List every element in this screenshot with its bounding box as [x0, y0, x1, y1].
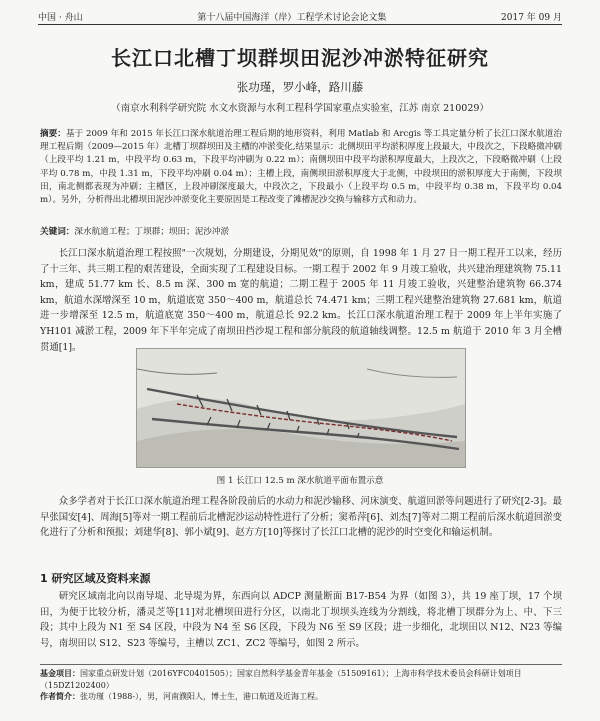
figure-caption: 图 1 长江口 12.5 m 深水航道平面布置示意 [216, 476, 384, 486]
paper-authors: 张功瑾，罗小峰，路川藤 [236, 80, 364, 94]
running-header [38, 8, 562, 25]
keywords [40, 225, 562, 237]
fund-label: 基金项目： [40, 669, 80, 678]
fund-text: 国家重点研发计划（2016YFC0401505）；国家自然科学基金青年基金（51509161）；上海市科学技术委员会科研计划项目（15DZ1202400） [40, 669, 522, 690]
abstract-text: 基于 2009 年和 2015 年长江口深水航道治理工程后期的地形资料，利用 Matlab 和 Arcgis 等工具定量分析了长江口深水航道治理工程后期（2009—2015 年）北槽丁坝群坝田及主槽的冲淤变化,结果显示：北侧坝田平均淤积厚度上段最大，中段次之，下段略微冲刷（上段平均 1.21 m，中段平均 0.63 m，下段平均冲刷为 0.22 m）；南侧坝田中段平均淤积厚度最大，上段次之，下段略微冲刷（上段平均 0.78 m，中段 1.31 m，下段平均冲刷 0.04 m）；主槽上段，南侧坝田淤积厚度大于北侧，中段坝田的淤积厚度大于南侧，下段坝田，南北侧都表现为冲刷；主槽区，上段冲刷深度最大，中段次之，下段最小（上段平均 0.5 m，中段平均 0.38 m，下段平均 0.04 m）。另外，分析得出北槽坝田泥沙冲淤变化主要原因是工程改变了滩槽泥沙交换与输移方式和动力。 [40, 129, 562, 206]
channel-map-image [137, 349, 465, 467]
section-heading: 1 研究区域及资料来源 [40, 572, 151, 585]
review-paragraph: 众多学者对于长江口深水航道治理工程各阶段前后的水动力和泥沙输移、河床演变、航道回淤等问题进行了研究[2-3]。最早张国安[4]、周海[5]等对一期工程前后北槽泥沙运动特性进行了分析；窦希萍[6]、刘杰[7]等对二期工程前后深水航道回淤变化进行了分析和预报；刘建华[8]、郭小斌[9]、赵方方[10]等探讨了长江口北槽的泥沙的时空变化和输运机制。 [40, 496, 562, 539]
study-area-paragraph: 研究区域南北向以南导堤、北导堤为界，东西向以 ADCP 测量断面 B17-B54 为界（如图 3），共 19 座丁坝，17 个坝田，为便于比较分析，潘灵芝等[11]对北槽坝田进行分区，以南北丁坝坝头连线为分割线，将北槽丁坝群分为上、中、下三段；其中上段为 N1 至 S4 区段，中段为 N4 至 S6 区段，下段为 N6 至 S9 区段；进一步细化，北坝田以 N12、N23 等编号，南坝田以 S12、S23 等编号，主槽以 ZC1、ZC2 等编号，如图 2 所示。 [40, 591, 562, 649]
header-location: 中国 · 舟山 [38, 12, 83, 23]
header-proceedings: 第十八届中国海洋（岸）工程学术讨论会论文集 [197, 12, 387, 23]
paper-title: 长江口北槽丁坝群坝田泥沙冲淤特征研究 [111, 46, 489, 70]
footnotes [40, 664, 562, 703]
abstract [40, 128, 562, 207]
author-note [40, 691, 562, 703]
fund-note [40, 668, 562, 691]
header-date: 2017 年 09 月 [501, 12, 562, 23]
intro-paragraph: 长江口深水航道治理工程按照"一次规划，分期建设，分期见效"的原则，自 1998 年 1 月 27 日一期工程开工以来，经历了十三年、共三期工程的艰苦建设，全面实现了工程建设目标。一期工程于 2002 年 9 月竣工验收，共兴建治理建筑物 75.11 km，建成 51.77 km 长、8.5 m 深、300 m 宽的航道；二期工程于 2005 年 11 月竣工验收，兴建整治建筑物 66.374 km，航道水深增深至 10 m，航道底宽 350～400 m，航道总长 74.471 km；三期工程兴建整治建筑物 27.681 km，航道进一步增深至 12.5 m，航道底宽 350～400 m，航道总长 92.2 km。长江口深水航道治理工程于 2009 年上半年实施了 YH101 减淤工程，2009 年下半年完成了南坝田挡沙堤工程和部分航段的航道轴线调整。12.5 m 航道于 2010 年 3 月全槽贯通[1]。 [40, 248, 562, 353]
abstract-label: 摘要： [40, 129, 66, 139]
keywords-text: 深水航道工程；丁坝群；坝田；泥沙冲淤 [74, 227, 230, 237]
author-bio-label: 作者简介： [40, 692, 80, 702]
channel-layout-figure [136, 348, 466, 468]
author-affiliation: （南京水利科学研究院 水文水资源与水利工程科学国家重点实验室，江苏 南京 210029） [111, 103, 489, 114]
author-bio-text: 张功瑾（1988-），男，河南濮阳人，博士生，港口航道及近海工程。 [80, 692, 324, 702]
keywords-label: 关键词： [40, 227, 75, 237]
